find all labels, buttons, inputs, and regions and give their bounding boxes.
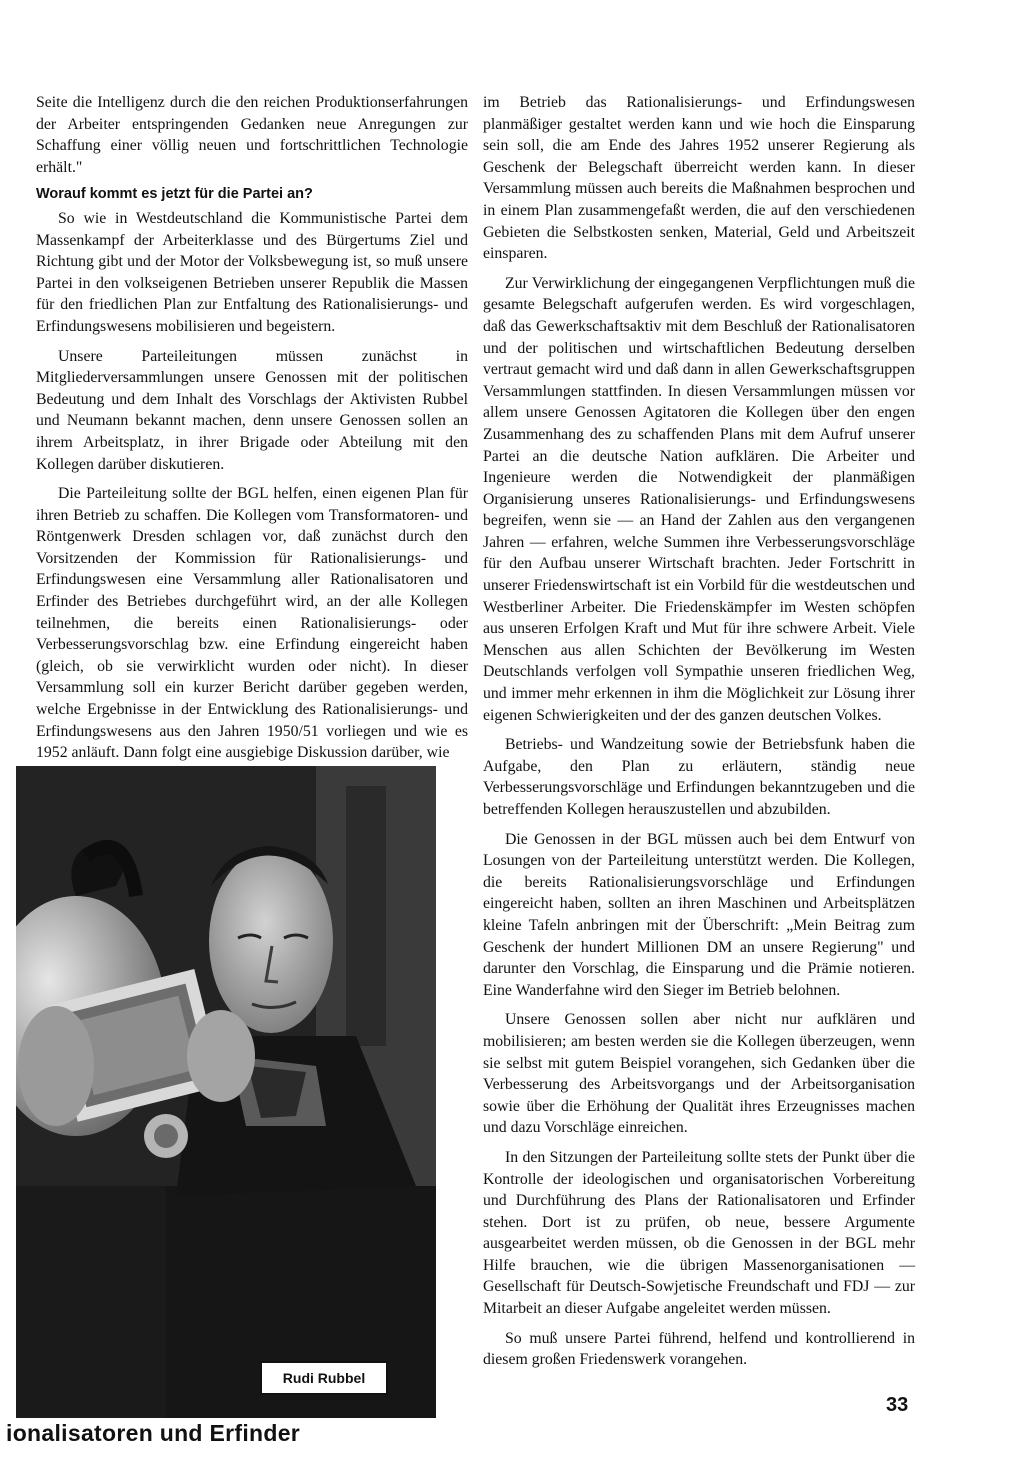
body-paragraph: So wie in Westdeutschland die Kommunistische Partei dem Massenkampf der Arbeiterklasse und des Bürgertums Ziel und Richtung gibt und der Motor der Volksbewegung ist, so muß unsere Partei in den volkseigenen Betrieben unserer Republik die Massen für den friedlichen Plan zur Entfaltung des Rationalisierungs- und Erfindungswesens mobilisieren und begeistern. [36, 209, 468, 335]
body-paragraph: So muß unsere Partei führend, helfend und kontrollierend in diesem großen Friedenswerk vorangehen. [483, 1329, 915, 1369]
body-paragraph: im Betrieb das Rationalisierungs- und Erfindungswesen planmäßiger gestaltet werden kann und wie hoch die Einsparung sein soll, die am Ende des Jahres 1952 unserer Regierung als Geschenk der Belegschaft überreicht werden kann. In dieser Versammlung müssen auch bereits die Maßnahmen besprochen und in einem Plan zusammengefaßt werden, die auf den verschiedenen Gebieten die Selbstkosten senken, Material, Geld und Arbeitszeit einsparen. [483, 94, 915, 263]
intro-paragraph: Seite die Intelligenz durch die den reichen Produktionserfahrungen der Arbeiter entspringenden Gedanken neue Anregungen zur Schaffung einer völlig neuen und fortschrittlichen Technologie erhält." [36, 94, 468, 176]
body-paragraph: Die Genossen in der BGL müssen auch bei dem Entwurf von Losungen von der Parteileitung unterstützt werden. Die Kollegen, die bereits Rationalisierungsvorschläge und Erfindungen eingereicht haben, sollten an ihren Maschinen und Arbeitsplätzen kleine Tafeln anbringen mit der Überschrift: „Mein Beitrag zum Geschenk der hundert Millionen DM an unsere Regierung" und darunter den Vorschlag, die Einsparung und die Prämie notieren. Eine Wanderfahne wird den Sieger im Betrieb belohnen. [483, 830, 915, 999]
body-paragraph: Die Parteileitung sollte der BGL helfen, einen eigenen Plan für ihren Betrieb zu schaffen. Die Kollegen vom Transformatoren- und Röntgenwerk Dresden schlagen vor, daß zunächst durch den Vorsitzenden der Kommission für Rationalisierungs- und Erfindungswesen eine Versammlung aller Rationalisatoren und Erfinder des Betriebes durchgeführt wird, an der alle Kollegen teilnehmen, die bereits einen Rationalisierungs- oder Verbesserungsvorschlag bzw. eine Erfindung eingereicht haben (gleich, ob sie verwirklicht wurden oder nicht). In dieser Versammlung soll ein kurzer Bericht darüber gegeben werden, welche Ergebnisse in der Entwicklung des Rationalisierungs- und Erfindungswesens aus den Jahren 1950/51 vorliegen und wie es 1952 anläuft. Dann folgt eine ausgiebige Diskussion darüber, wie [36, 485, 468, 762]
left-column [36, 92, 468, 772]
photo-caption: Rudi Rubbel [260, 1361, 388, 1395]
body-paragraph: In den Sitzungen der Parteileitung sollte stets der Punkt über die Kontrolle der ideologischen und organisatorischen Vorbereitung und Durchführung des Plans der Rationalisatoren und Erfinder stehen. Dort ist zu prüfen, ob neue, bessere Argumente ausgearbeitet werden müssen, ob die Genossen in der BGL mehr Hilfe brauchen, wie die übrigen Massenorganisationen — Gesellschaft für Deutsch-Sowjetische Freundschaft und FDJ — zur Mitarbeit an dieser Aufgabe angeleitet werden müssen. [483, 1148, 915, 1318]
portrait-photo [16, 766, 436, 1418]
section-heading: Worauf kommt es jetzt für die Partei an? [36, 186, 313, 203]
right-column [483, 92, 915, 1379]
footer-title: ionalisatoren und Erfinder [6, 1420, 301, 1446]
body-paragraph: Betriebs- und Wandzeitung sowie der Betriebsfunk haben die Aufgabe, den Plan zu erläutern, ständig neue Verbesserungsvorschläge und Erfindungen bekanntzugeben und die betreffenden Kollegen herauszustellen und abzubilden. [483, 736, 915, 818]
body-paragraph: Zur Verwirklichung der eingegangenen Verpflichtungen muß die gesamte Belegschaft aufgerufen werden. Es wird vorgeschlagen, daß das Gewerkschaftsaktiv mit dem Beschluß der Rationalisatoren und der politischen und wirtschaftlichen Bedeutung derselben vertraut gemacht wird und daß dann in allen Gewerkschaftsgruppen Versammlungen stattfinden. In diesen Versammlungen müssen vor allem unsere Genossen Agitatoren die Kollegen über den engen Zusammenhang des zu schaffenden Plans mit dem Aufruf unserer Partei an die deutsche Nation aufklären. Die Arbeiter und Ingenieure werden die Notwendigkeit der planmäßigen Organisierung unseres Rationalisierungs- und Erfindungswesens begreifen, wenn sie — an Hand der Zahlen aus den vergangenen Jahren — erfahren, welche Summen ihre Verbesserungsvorschläge für den Aufbau unserer Wirtschaft brachten. Jeder Fortschritt in unserer Friedenswirtschaft ist ein Vorbild für die westdeutschen und Westberliner Arbeiter. Die Friedenskämpfer im Westen schöpfen aus unseren Erfolgen Kraft und Mut für ihre schwere Arbeit. Viele Menschen aus allen Schichten der Bevölkerung im Westen Deutschlands verfolgen voll Sympathie unseren friedlichen Weg, und immer mehr erkennen in ihm die Möglichkeit zur Lösung ihrer eigenen Schwierigkeiten und der des ganzen deutschen Volkes. [483, 274, 915, 724]
portrait-illustration [16, 766, 436, 1418]
page-number: 33 [886, 1394, 909, 1416]
body-paragraph: Unsere Parteileitungen müssen zunächst in Mitgliederversammlungen unsere Genossen mit der politischen Bedeutung und dem Inhalt des Vorschlags der Aktivisten Rubbel und Neumann bekannt machen, denn unsere Genossen sollen an ihrem Arbeitsplatz, in ihrer Brigade oder Abteilung mit den Kollegen darüber diskutieren. [36, 347, 468, 473]
body-paragraph: Unsere Genossen sollen aber nicht nur aufklären und mobilisieren; am besten werden sie die Kollegen überzeugen, wenn sie selbst mit gutem Beispiel vorangehen, sich Gedanken über die Verbesserung des Arbeitsvorgangs und der Arbeitsorganisation sowie über die Erhöhung der Qualität ihres Erzeugnisses machen und dazu Vorschläge einreichen. [483, 1011, 915, 1137]
